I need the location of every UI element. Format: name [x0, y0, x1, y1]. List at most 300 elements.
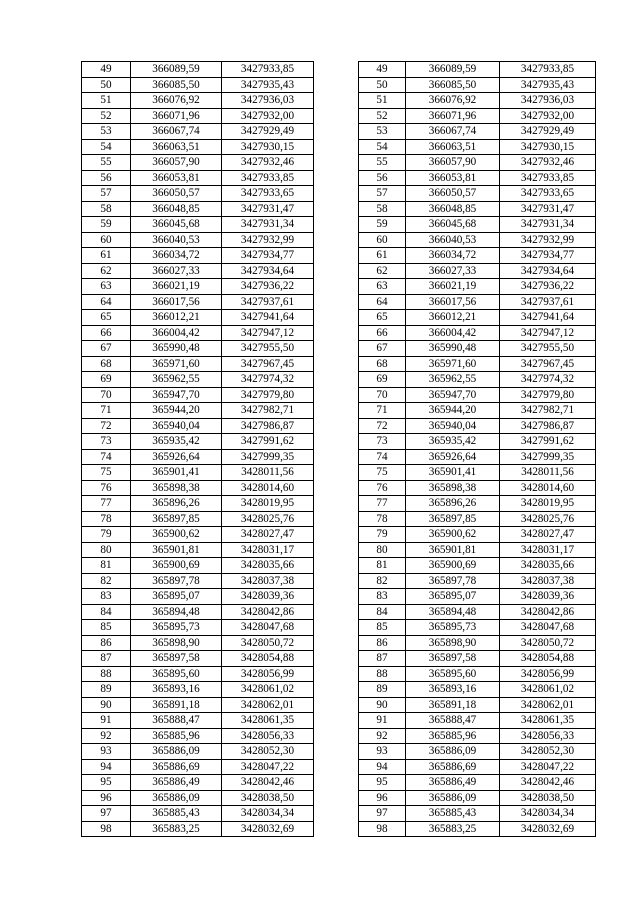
left-x-coordinate: 365891,18	[131, 697, 222, 713]
left-x-coordinate: 365900,69	[131, 558, 222, 574]
right-point-number: 49	[359, 62, 406, 78]
left-y-coordinate: 3427955,50	[222, 341, 314, 357]
right-x-coordinate: 365901,41	[406, 465, 500, 481]
right-x-coordinate: 366089,59	[406, 62, 500, 78]
left-x-coordinate: 366071,96	[131, 108, 222, 124]
right-point-number: 85	[359, 620, 406, 636]
table-row	[82, 620, 596, 636]
right-x-coordinate: 365944,20	[406, 403, 500, 419]
right-x-coordinate: 365886,09	[406, 790, 500, 806]
column-gap	[314, 387, 359, 403]
left-point-number: 50	[82, 77, 131, 93]
table-row	[82, 806, 596, 822]
left-y-coordinate: 3428050,72	[222, 635, 314, 651]
right-y-coordinate: 3428062,01	[500, 697, 596, 713]
column-gap	[314, 232, 359, 248]
right-point-number: 70	[359, 387, 406, 403]
left-y-coordinate: 3427929,49	[222, 124, 314, 140]
right-y-coordinate: 3427930,15	[500, 139, 596, 155]
left-point-number: 95	[82, 775, 131, 791]
table-row	[82, 201, 596, 217]
column-gap	[314, 806, 359, 822]
column-gap	[314, 77, 359, 93]
right-x-coordinate: 365900,69	[406, 558, 500, 574]
right-x-coordinate: 366040,53	[406, 232, 500, 248]
left-point-number: 94	[82, 759, 131, 775]
left-point-number: 98	[82, 821, 131, 837]
left-x-coordinate: 366017,56	[131, 294, 222, 310]
right-x-coordinate: 365990,48	[406, 341, 500, 357]
left-x-coordinate: 365885,96	[131, 728, 222, 744]
left-y-coordinate: 3428054,88	[222, 651, 314, 667]
right-y-coordinate: 3427932,00	[500, 108, 596, 124]
right-y-coordinate: 3427931,47	[500, 201, 596, 217]
left-point-number: 84	[82, 604, 131, 620]
right-y-coordinate: 3427931,34	[500, 217, 596, 233]
left-point-number: 60	[82, 232, 131, 248]
right-point-number: 73	[359, 434, 406, 450]
left-x-coordinate: 365971,60	[131, 356, 222, 372]
right-x-coordinate: 366057,90	[406, 155, 500, 171]
right-point-number: 79	[359, 527, 406, 543]
left-x-coordinate: 365895,60	[131, 666, 222, 682]
right-point-number: 65	[359, 310, 406, 326]
column-gap	[314, 418, 359, 434]
table-row	[82, 108, 596, 124]
table-row	[82, 465, 596, 481]
column-gap	[314, 821, 359, 837]
table-row	[82, 139, 596, 155]
left-y-coordinate: 3428014,60	[222, 480, 314, 496]
right-y-coordinate: 3428032,69	[500, 821, 596, 837]
left-y-coordinate: 3428027,47	[222, 527, 314, 543]
right-x-coordinate: 366045,68	[406, 217, 500, 233]
right-point-number: 84	[359, 604, 406, 620]
right-point-number: 88	[359, 666, 406, 682]
right-y-coordinate: 3428019,95	[500, 496, 596, 512]
table-row	[82, 232, 596, 248]
right-x-coordinate: 365900,62	[406, 527, 500, 543]
right-point-number: 76	[359, 480, 406, 496]
table-row	[82, 310, 596, 326]
table-row	[82, 387, 596, 403]
right-y-coordinate: 3427933,85	[500, 170, 596, 186]
left-x-coordinate: 365926,64	[131, 449, 222, 465]
right-y-coordinate: 3428050,72	[500, 635, 596, 651]
left-y-coordinate: 3427982,71	[222, 403, 314, 419]
left-point-number: 56	[82, 170, 131, 186]
column-gap	[314, 217, 359, 233]
left-point-number: 59	[82, 217, 131, 233]
left-y-coordinate: 3427935,43	[222, 77, 314, 93]
right-y-coordinate: 3427941,64	[500, 310, 596, 326]
left-x-coordinate: 365947,70	[131, 387, 222, 403]
right-x-coordinate: 365897,78	[406, 573, 500, 589]
left-point-number: 96	[82, 790, 131, 806]
left-point-number: 88	[82, 666, 131, 682]
left-y-coordinate: 3427930,15	[222, 139, 314, 155]
right-y-coordinate: 3427932,99	[500, 232, 596, 248]
right-point-number: 89	[359, 682, 406, 698]
left-y-coordinate: 3428061,35	[222, 713, 314, 729]
left-y-coordinate: 3427931,34	[222, 217, 314, 233]
left-y-coordinate: 3427932,00	[222, 108, 314, 124]
left-y-coordinate: 3428056,33	[222, 728, 314, 744]
left-x-coordinate: 365883,25	[131, 821, 222, 837]
right-point-number: 93	[359, 744, 406, 760]
column-gap	[314, 496, 359, 512]
table-row	[82, 682, 596, 698]
left-x-coordinate: 366004,42	[131, 325, 222, 341]
right-point-number: 69	[359, 372, 406, 388]
left-x-coordinate: 365886,49	[131, 775, 222, 791]
coordinate-table-body	[82, 62, 596, 837]
right-point-number: 95	[359, 775, 406, 791]
right-y-coordinate: 3428056,99	[500, 666, 596, 682]
right-x-coordinate: 365895,07	[406, 589, 500, 605]
table-row	[82, 635, 596, 651]
right-x-coordinate: 365897,85	[406, 511, 500, 527]
left-y-coordinate: 3427941,64	[222, 310, 314, 326]
left-point-number: 70	[82, 387, 131, 403]
right-y-coordinate: 3428037,38	[500, 573, 596, 589]
column-gap	[314, 511, 359, 527]
column-gap	[314, 248, 359, 264]
right-y-coordinate: 3427937,61	[500, 294, 596, 310]
left-x-coordinate: 366048,85	[131, 201, 222, 217]
left-x-coordinate: 365886,09	[131, 790, 222, 806]
left-y-coordinate: 3428025,76	[222, 511, 314, 527]
right-point-number: 64	[359, 294, 406, 310]
left-point-number: 87	[82, 651, 131, 667]
right-point-number: 80	[359, 542, 406, 558]
table-row	[82, 77, 596, 93]
column-gap	[314, 728, 359, 744]
table-row	[82, 666, 596, 682]
left-point-number: 63	[82, 279, 131, 295]
left-point-number: 77	[82, 496, 131, 512]
left-x-coordinate: 365990,48	[131, 341, 222, 357]
left-y-coordinate: 3427986,87	[222, 418, 314, 434]
table-row	[82, 821, 596, 837]
left-y-coordinate: 3428042,86	[222, 604, 314, 620]
right-point-number: 75	[359, 465, 406, 481]
table-row	[82, 480, 596, 496]
left-y-coordinate: 3428062,01	[222, 697, 314, 713]
column-gap	[314, 542, 359, 558]
right-point-number: 52	[359, 108, 406, 124]
column-gap	[314, 573, 359, 589]
right-point-number: 59	[359, 217, 406, 233]
right-point-number: 86	[359, 635, 406, 651]
left-point-number: 57	[82, 186, 131, 202]
left-y-coordinate: 3428034,34	[222, 806, 314, 822]
left-point-number: 75	[82, 465, 131, 481]
table-row	[82, 93, 596, 109]
right-y-coordinate: 3427955,50	[500, 341, 596, 357]
left-point-number: 92	[82, 728, 131, 744]
table-row	[82, 403, 596, 419]
right-y-coordinate: 3427947,12	[500, 325, 596, 341]
right-x-coordinate: 365935,42	[406, 434, 500, 450]
column-gap	[314, 666, 359, 682]
left-y-coordinate: 3428038,50	[222, 790, 314, 806]
right-y-coordinate: 3428035,66	[500, 558, 596, 574]
coordinate-table	[81, 61, 596, 837]
left-point-number: 61	[82, 248, 131, 264]
left-point-number: 81	[82, 558, 131, 574]
left-y-coordinate: 3428047,22	[222, 759, 314, 775]
table-row	[82, 558, 596, 574]
left-x-coordinate: 365901,81	[131, 542, 222, 558]
table-row	[82, 186, 596, 202]
right-point-number: 68	[359, 356, 406, 372]
left-x-coordinate: 365944,20	[131, 403, 222, 419]
right-x-coordinate: 365893,16	[406, 682, 500, 698]
right-point-number: 67	[359, 341, 406, 357]
left-x-coordinate: 366076,92	[131, 93, 222, 109]
right-y-coordinate: 3428042,46	[500, 775, 596, 791]
right-x-coordinate: 365886,49	[406, 775, 500, 791]
column-gap	[314, 201, 359, 217]
column-gap	[314, 403, 359, 419]
column-gap	[314, 527, 359, 543]
right-y-coordinate: 3427991,62	[500, 434, 596, 450]
right-x-coordinate: 366053,81	[406, 170, 500, 186]
right-point-number: 77	[359, 496, 406, 512]
left-x-coordinate: 366089,59	[131, 62, 222, 78]
column-gap	[314, 697, 359, 713]
left-point-number: 73	[82, 434, 131, 450]
right-y-coordinate: 3427986,87	[500, 418, 596, 434]
left-y-coordinate: 3427934,64	[222, 263, 314, 279]
column-gap	[314, 744, 359, 760]
left-x-coordinate: 366085,50	[131, 77, 222, 93]
right-x-coordinate: 366067,74	[406, 124, 500, 140]
left-x-coordinate: 365940,04	[131, 418, 222, 434]
left-point-number: 97	[82, 806, 131, 822]
right-x-coordinate: 365886,69	[406, 759, 500, 775]
left-x-coordinate: 365885,43	[131, 806, 222, 822]
table-row	[82, 728, 596, 744]
right-x-coordinate: 366085,50	[406, 77, 500, 93]
right-y-coordinate: 3427929,49	[500, 124, 596, 140]
right-point-number: 58	[359, 201, 406, 217]
table-row	[82, 589, 596, 605]
right-y-coordinate: 3427999,35	[500, 449, 596, 465]
left-point-number: 78	[82, 511, 131, 527]
right-x-coordinate: 365885,43	[406, 806, 500, 822]
left-y-coordinate: 3428061,02	[222, 682, 314, 698]
left-x-coordinate: 365897,78	[131, 573, 222, 589]
left-y-coordinate: 3427933,65	[222, 186, 314, 202]
right-x-coordinate: 366012,21	[406, 310, 500, 326]
right-point-number: 81	[359, 558, 406, 574]
table-row	[82, 248, 596, 264]
left-x-coordinate: 366012,21	[131, 310, 222, 326]
left-y-coordinate: 3428042,46	[222, 775, 314, 791]
right-x-coordinate: 366048,85	[406, 201, 500, 217]
column-gap	[314, 604, 359, 620]
table-row	[82, 744, 596, 760]
column-gap	[314, 325, 359, 341]
left-x-coordinate: 365896,26	[131, 496, 222, 512]
column-gap	[314, 310, 359, 326]
table-row	[82, 124, 596, 140]
left-point-number: 49	[82, 62, 131, 78]
left-y-coordinate: 3428052,30	[222, 744, 314, 760]
column-gap	[314, 558, 359, 574]
left-y-coordinate: 3428039,36	[222, 589, 314, 605]
right-x-coordinate: 365947,70	[406, 387, 500, 403]
right-y-coordinate: 3428031,17	[500, 542, 596, 558]
right-point-number: 51	[359, 93, 406, 109]
left-x-coordinate: 365901,41	[131, 465, 222, 481]
left-point-number: 58	[82, 201, 131, 217]
left-x-coordinate: 366040,53	[131, 232, 222, 248]
right-point-number: 78	[359, 511, 406, 527]
right-point-number: 53	[359, 124, 406, 140]
left-y-coordinate: 3428037,38	[222, 573, 314, 589]
right-point-number: 87	[359, 651, 406, 667]
right-x-coordinate: 365891,18	[406, 697, 500, 713]
left-x-coordinate: 365962,55	[131, 372, 222, 388]
table-row	[82, 217, 596, 233]
left-point-number: 91	[82, 713, 131, 729]
right-x-coordinate: 365898,90	[406, 635, 500, 651]
right-x-coordinate: 365962,55	[406, 372, 500, 388]
table-row	[82, 651, 596, 667]
right-x-coordinate: 365886,09	[406, 744, 500, 760]
left-x-coordinate: 366045,68	[131, 217, 222, 233]
right-y-coordinate: 3428034,34	[500, 806, 596, 822]
left-point-number: 69	[82, 372, 131, 388]
column-gap	[314, 372, 359, 388]
right-y-coordinate: 3428038,50	[500, 790, 596, 806]
right-x-coordinate: 365883,25	[406, 821, 500, 837]
right-point-number: 91	[359, 713, 406, 729]
left-y-coordinate: 3427932,99	[222, 232, 314, 248]
column-gap	[314, 155, 359, 171]
right-point-number: 83	[359, 589, 406, 605]
right-x-coordinate: 366076,92	[406, 93, 500, 109]
column-gap	[314, 263, 359, 279]
right-x-coordinate: 366071,96	[406, 108, 500, 124]
right-y-coordinate: 3427974,32	[500, 372, 596, 388]
left-point-number: 65	[82, 310, 131, 326]
left-y-coordinate: 3427936,03	[222, 93, 314, 109]
right-point-number: 96	[359, 790, 406, 806]
left-point-number: 85	[82, 620, 131, 636]
left-point-number: 93	[82, 744, 131, 760]
left-y-coordinate: 3428031,17	[222, 542, 314, 558]
right-y-coordinate: 3428056,33	[500, 728, 596, 744]
table-row	[82, 449, 596, 465]
right-y-coordinate: 3428061,02	[500, 682, 596, 698]
table-row	[82, 790, 596, 806]
left-y-coordinate: 3427999,35	[222, 449, 314, 465]
right-x-coordinate: 365926,64	[406, 449, 500, 465]
left-point-number: 68	[82, 356, 131, 372]
right-point-number: 63	[359, 279, 406, 295]
column-gap	[314, 170, 359, 186]
left-point-number: 82	[82, 573, 131, 589]
right-point-number: 92	[359, 728, 406, 744]
left-point-number: 67	[82, 341, 131, 357]
column-gap	[314, 279, 359, 295]
left-point-number: 90	[82, 697, 131, 713]
right-y-coordinate: 3428039,36	[500, 589, 596, 605]
column-gap	[314, 635, 359, 651]
column-gap	[314, 434, 359, 450]
left-x-coordinate: 366034,72	[131, 248, 222, 264]
right-x-coordinate: 366050,57	[406, 186, 500, 202]
left-x-coordinate: 366063,51	[131, 139, 222, 155]
column-gap	[314, 589, 359, 605]
right-y-coordinate: 3428025,76	[500, 511, 596, 527]
left-y-coordinate: 3427991,62	[222, 434, 314, 450]
left-x-coordinate: 366067,74	[131, 124, 222, 140]
left-x-coordinate: 365894,48	[131, 604, 222, 620]
left-point-number: 83	[82, 589, 131, 605]
column-gap	[314, 620, 359, 636]
right-y-coordinate: 3428061,35	[500, 713, 596, 729]
right-y-coordinate: 3428047,22	[500, 759, 596, 775]
table-row	[82, 604, 596, 620]
left-point-number: 74	[82, 449, 131, 465]
right-y-coordinate: 3427936,03	[500, 93, 596, 109]
table-row	[82, 713, 596, 729]
right-point-number: 61	[359, 248, 406, 264]
left-point-number: 66	[82, 325, 131, 341]
left-x-coordinate: 365935,42	[131, 434, 222, 450]
right-point-number: 50	[359, 77, 406, 93]
right-x-coordinate: 366021,19	[406, 279, 500, 295]
column-gap	[314, 139, 359, 155]
right-point-number: 56	[359, 170, 406, 186]
table-row	[82, 542, 596, 558]
column-gap	[314, 294, 359, 310]
right-y-coordinate: 3427934,64	[500, 263, 596, 279]
right-x-coordinate: 365897,58	[406, 651, 500, 667]
right-point-number: 62	[359, 263, 406, 279]
column-gap	[314, 449, 359, 465]
right-point-number: 54	[359, 139, 406, 155]
right-y-coordinate: 3428027,47	[500, 527, 596, 543]
left-point-number: 62	[82, 263, 131, 279]
right-x-coordinate: 366027,33	[406, 263, 500, 279]
column-gap	[314, 775, 359, 791]
column-gap	[314, 356, 359, 372]
right-x-coordinate: 366004,42	[406, 325, 500, 341]
left-point-number: 80	[82, 542, 131, 558]
left-y-coordinate: 3428035,66	[222, 558, 314, 574]
right-point-number: 66	[359, 325, 406, 341]
column-gap	[314, 480, 359, 496]
right-y-coordinate: 3428014,60	[500, 480, 596, 496]
column-gap	[314, 651, 359, 667]
right-point-number: 82	[359, 573, 406, 589]
right-x-coordinate: 365940,04	[406, 418, 500, 434]
left-x-coordinate: 365897,85	[131, 511, 222, 527]
left-x-coordinate: 366021,19	[131, 279, 222, 295]
left-x-coordinate: 365898,38	[131, 480, 222, 496]
left-point-number: 55	[82, 155, 131, 171]
left-y-coordinate: 3427936,22	[222, 279, 314, 295]
right-x-coordinate: 365895,73	[406, 620, 500, 636]
left-y-coordinate: 3427932,46	[222, 155, 314, 171]
left-point-number: 86	[82, 635, 131, 651]
